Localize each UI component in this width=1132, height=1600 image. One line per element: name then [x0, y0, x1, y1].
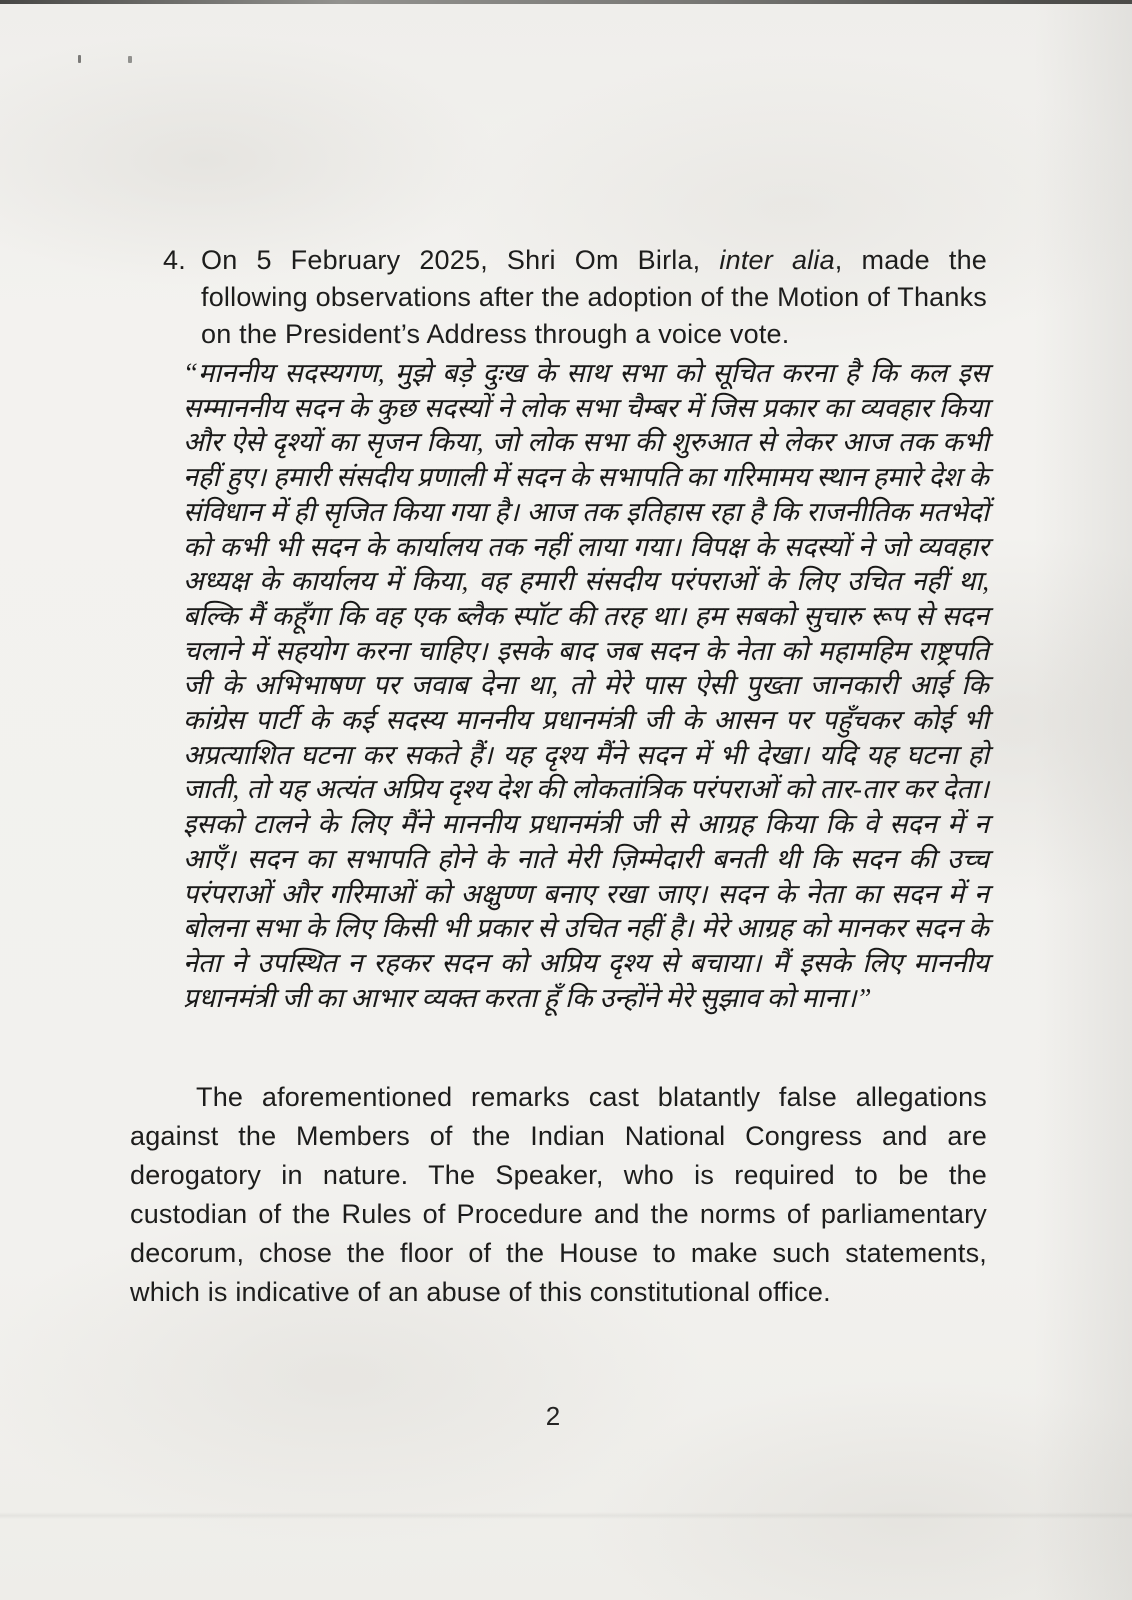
scan-speck-artifact: [78, 55, 81, 63]
paragraph-4-rest: , made the following observations after the adoption of the Motion of Thanks on the President’s Address through a voice vote.: [201, 245, 987, 349]
scan-speck-artifact: [128, 56, 132, 63]
hindi-quotation-block: “माननीय सदस्यगण, मुझे बड़े दुःख के साथ सभा को सूचित करना है कि कल इस सम्माननीय सदन के कुछ सदस्यों ने लोक सभा चैम्बर में जिस प्रकार का व्यवहार किया और ऐसे दृश्यों का सृजन किया, जो लोक सभा की शुरुआत से लेकर आज तक कभी नहीं हुए। हमारी संसदीय प्रणाली में सदन के सभापति का गरिमामय स्थान हमारे देश के संविधान में ही सृजित किया गया है। आज तक इतिहास रहा है कि राजनीतिक मतभेदों को कभी भी सदन के कार्यालय तक नहीं लाया गया। विपक्ष के सदस्यों ने जो व्यवहार अध्यक्ष के कार्यालय में किया, वह हमारी संसदीय परंपराओं के लिए उचित नहीं था, बल्कि मैं कहूँगा कि वह एक ब्लैक स्पॉट की तरह था। हम सबको सुचारु रूप से सदन चलाने में सहयोग करना चाहिए। इसके बाद जब सदन के नेता को महामहिम राष्ट्रपति जी के अभिभाषण पर जवाब देना था, तो मेरे पास ऐसी पुख्ता जानकारी आई कि कांग्रेस पार्टी के कई सदस्य माननीय प्रधानमंत्री जी के आसन पर पहुँचकर कोई भी अप्रत्याशित घटना कर सकते हैं। यह दृश्य मैंने सदन में भी देखा। यदि यह घटना हो जाती, तो यह अत्यंत अप्रिय दृश्य देश की लोकतांत्रिक परंपराओं को तार-तार कर देता। इसको टालने के लिए मैंने माननीय प्रधानमंत्री जी से आग्रह किया कि वे सदन में न आएँ। सदन का सभापति होने के नाते मेरी ज़िम्मेदारी बनती थी कि सदन की उच्च परंपराओं और गरिमाओं को अक्षुण्ण बनाए रखा जाए। सदन के नेता का सदन में न बोलना सभा के लिए किसी भी प्रकार से उचित नहीं है। मेरे आग्रह को मानकर सदन के नेता ने उपस्थित न रहकर सदन को अप्रिय दृश्य से बचाया। मैं इसके लिए माननीय प्रधानमंत्री जी का आभार व्यक्त करता हूँ कि उन्होंने मेरे सुझाव को माना।”: [183, 358, 989, 1013]
scan-right-shadow-artifact: [1002, 0, 1132, 1600]
page-number: 2: [545, 1401, 561, 1431]
closing-paragraph: The aforementioned remarks cast blatantly false allegations against the Members of the Indian National Congress and are derogatory in nature. The Speaker, who is required to be the custodian of the Rules of Procedure and the norms of parliamentary decorum, chose the floor of the House to make such statements, which is indicative of an abuse of this constitutional office.: [130, 1082, 987, 1307]
scan-top-edge-artifact: [0, 0, 1132, 4]
paragraph-number: 4.: [163, 245, 186, 275]
latin-phrase-inter-alia: inter alia: [719, 245, 835, 275]
numbered-paragraph-4: [163, 242, 987, 353]
scan-crease-artifact: [0, 1512, 1132, 1519]
paragraph-4-text: [201, 242, 987, 353]
paragraph-4-lead: On 5 February 2025, Shri Om Birla,: [201, 245, 720, 275]
